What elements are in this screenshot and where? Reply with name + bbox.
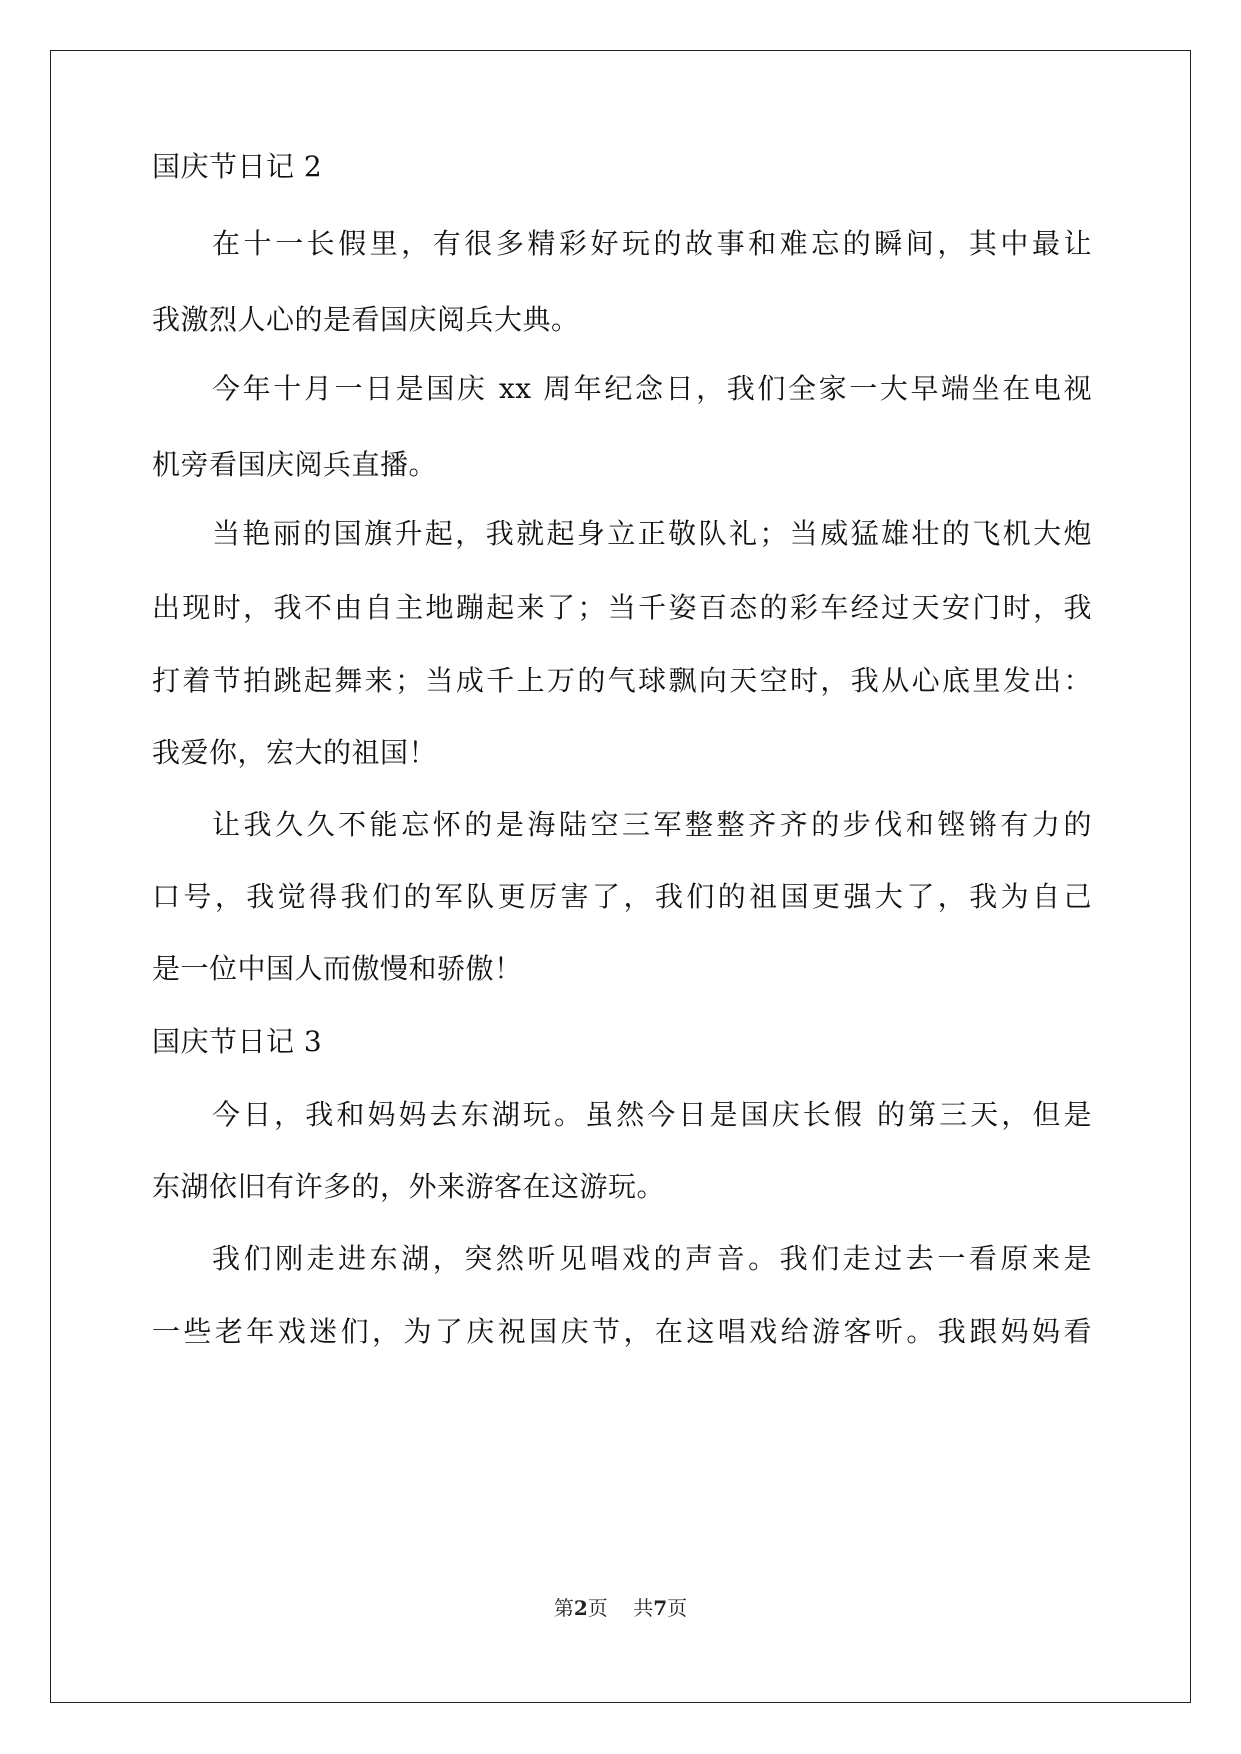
paragraph-4-line-3: 是一位中国人而傲慢和骄傲！ <box>152 952 523 985</box>
paragraph-3-line-1: 当艳丽的国旗升起，我就起身立正敬队礼；当威猛雄壮的飞机大炮 <box>212 517 1092 550</box>
paragraph-3-line-4: 我爱你，宏大的祖国！ <box>152 736 438 769</box>
page-suffix: 页 <box>667 1596 688 1620</box>
section-heading-diary-3: 国庆节日记 3 <box>152 1025 323 1058</box>
page-prefix: 第 <box>553 1596 574 1620</box>
paragraph-2-line-1: 今年十月一日是国庆 xx 周年纪念日，我们全家一大早端坐在电视 <box>212 372 1092 405</box>
paragraph-1-line-1: 在十一长假里，有很多精彩好玩的故事和难忘的瞬间，其中最让 <box>212 227 1092 260</box>
page-separator: 页 共 <box>587 1596 654 1620</box>
paragraph-4-line-2: 口号，我觉得我们的军队更厉害了，我们的祖国更强大了，我为自己 <box>152 880 1092 913</box>
paragraph-5-line-2: 东湖依旧有许多的，外来游客在这游玩。 <box>152 1170 666 1203</box>
section-heading-diary-2: 国庆节日记 2 <box>152 150 323 183</box>
paragraph-6-line-1: 我们刚走进东湖，突然听见唱戏的声音。我们走过去一看原来是 <box>212 1242 1092 1275</box>
paragraph-3-line-2: 出现时，我不由自主地蹦起来了；当千姿百态的彩车经过天安门时，我 <box>152 591 1092 624</box>
paragraph-5-line-1: 今日，我和妈妈去东湖玩。虽然今日是国庆长假 的第三天，但是 <box>212 1098 1092 1131</box>
total-page-count: 7 <box>653 1596 668 1620</box>
paragraph-3-line-3: 打着节拍跳起舞来；当成千上万的气球飘向天空时，我从心底里发出： <box>152 664 1092 697</box>
paragraph-6-line-2: 一些老年戏迷们，为了庆祝国庆节，在这唱戏给游客听。我跟妈妈看 <box>152 1315 1092 1348</box>
paragraph-2-line-2: 机旁看国庆阅兵直播。 <box>152 448 438 481</box>
paragraph-4-line-1: 让我久久不能忘怀的是海陆空三军整整齐齐的步伐和铿锵有力的 <box>212 808 1092 841</box>
page-number-footer <box>0 1592 1241 1621</box>
current-page-number: 2 <box>573 1596 588 1620</box>
paragraph-1-line-2: 我激烈人心的是看国庆阅兵大典。 <box>152 303 580 336</box>
